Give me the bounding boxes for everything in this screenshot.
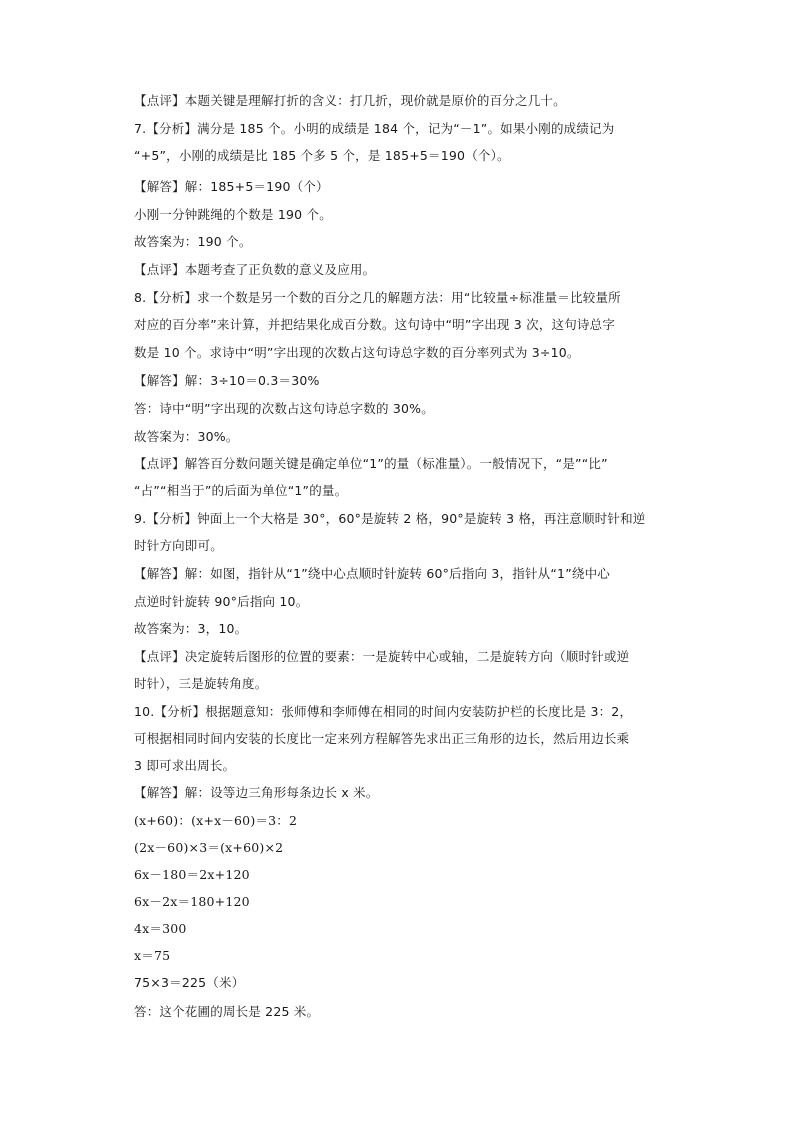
answer-line: 故答案为：30%。 [134, 429, 239, 444]
analysis-line: 对应的百分率”来计算，并把结果化成百分数。这句诗中“明”字出现 3 次，这句诗总字 [134, 317, 616, 332]
analysis-line: 8.【分析】求一个数是另一个数的百分之几的解题方法：用“比较量÷标准量＝比较量所 [134, 290, 621, 305]
equation-line: 6x－180＝2x+120 [134, 867, 250, 882]
equation-line: 4x＝300 [134, 921, 187, 936]
comment-line: 时针），三是旋转角度。 [134, 676, 268, 691]
equation-line: 75×3＝225（米） [134, 975, 245, 990]
comment-line: “占”“相当于”的后面为单位“1”的量。 [134, 483, 348, 498]
solution-line: 【解答】解：3÷10＝0.3＝30% [134, 373, 320, 388]
analysis-line: 数是 10 个。求诗中“明”字出现的次数占这句诗总字数的百分率列式为 3÷10。 [134, 345, 580, 360]
answer-line: 故答案为：3，10。 [134, 621, 248, 636]
solution-line: 【解答】解：设等边三角形每条边长 x 米。 [134, 785, 379, 800]
equation-line: (2x－60)×3＝(x+60)×2 [134, 840, 284, 855]
text-line: 答：诗中“明”字出现的次数占这句诗总字数的 30%。 [134, 401, 434, 416]
analysis-line: 7.【分析】满分是 185 个。小明的成绩是 184 个，记为“－1”。如果小刚的成绩记为 [134, 121, 615, 136]
final-answer-line: 答：这个花圃的周长是 225 米。 [134, 1004, 320, 1019]
analysis-line: 时针方向即可。 [134, 538, 223, 553]
solution-line: 点逆时针旋转 90°后指向 10。 [134, 594, 309, 609]
analysis-line: 10.【分析】根据题意知：张师傅和李师傅在相同的时间内安装防护栏的长度比是 3：2， [134, 704, 633, 719]
comment-line: 【点评】解答百分数问题关键是确定单位“1”的量（标准量）。一般情况下，“是”“比” [134, 456, 608, 471]
text-line: 小刚一分钟跳绳的个数是 190 个。 [134, 207, 332, 222]
analysis-line: 3 即可求出周长。 [134, 758, 236, 773]
comment-line: 【点评】本题关键是理解打折的含义：打几折，现价就是原价的百分之几十。 [134, 93, 566, 108]
solution-line: 【解答】解：如图，指针从“1”绕中心点顺时针旋转 60°后指向 3，指针从“1”绕中心 [134, 566, 610, 581]
analysis-line: 可根据相同时间内安装的长度比一定来列方程解答先求出正三角形的边长，然后用边长乘 [134, 731, 630, 746]
analysis-line: “+5”，小刚的成绩是比 185 个多 5 个，是 185+5＝190（个）。 [134, 148, 510, 163]
equation-line: (x+60)：(x+x－60)＝3：2 [134, 813, 298, 828]
comment-line: 【点评】本题考查了正负数的意义及应用。 [134, 262, 376, 277]
equation-line: 6x－2x＝180+120 [134, 894, 250, 909]
answer-line: 故答案为：190 个。 [134, 234, 252, 249]
analysis-line: 9.【分析】钟面上一个大格是 30°，60°是旋转 2 格，90°是旋转 3 格，再注意顺时针和逆 [134, 511, 646, 526]
equation-line: x＝75 [134, 948, 171, 963]
solution-line: 【解答】解：185+5＝190（个） [134, 179, 329, 194]
comment-line: 【点评】决定旋转后图形的位置的要素：一是旋转中心或轴，二是旋转方向（顺时针或逆 [134, 649, 630, 664]
